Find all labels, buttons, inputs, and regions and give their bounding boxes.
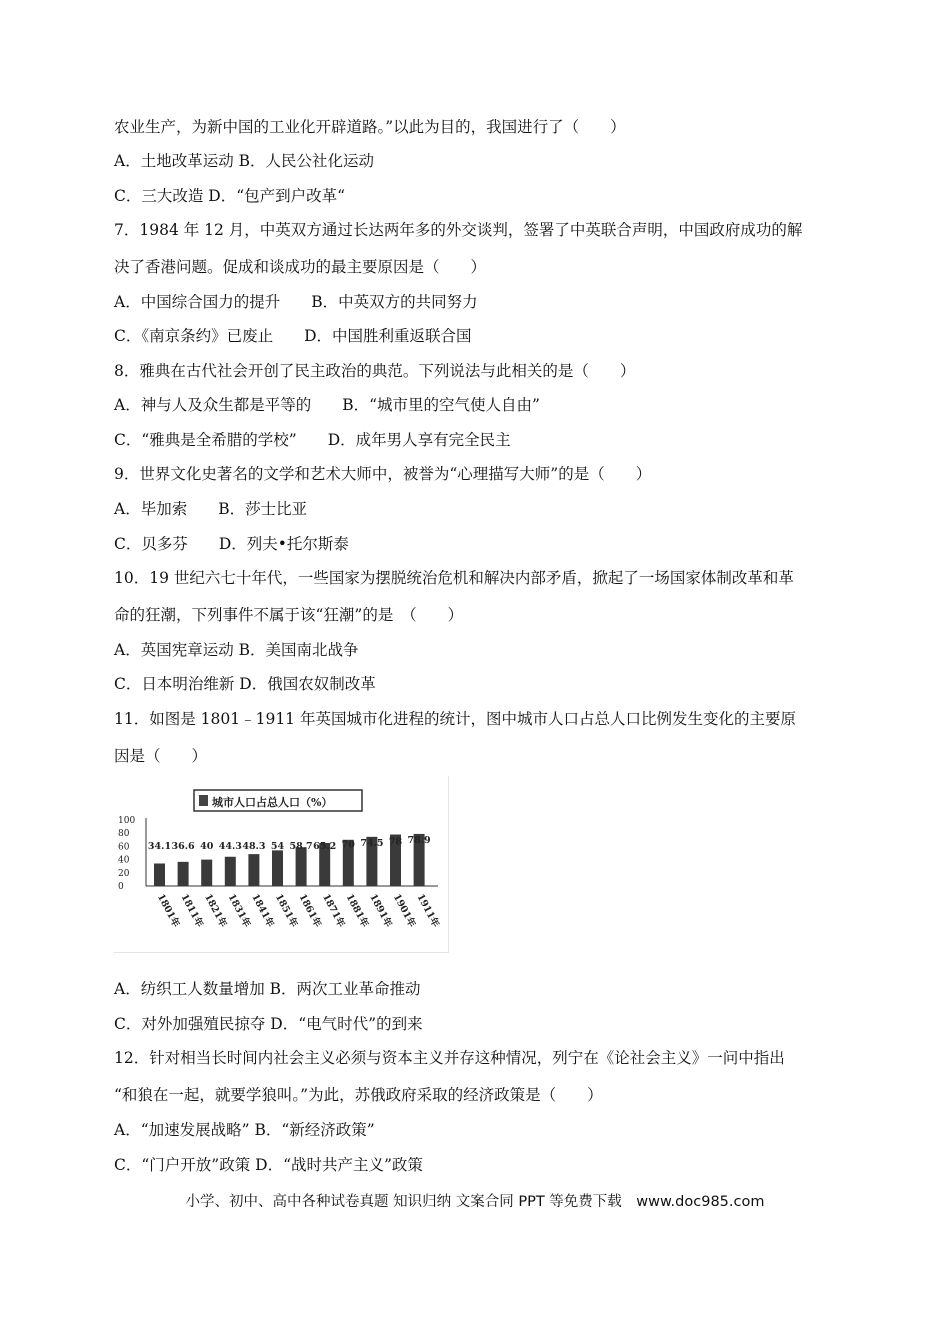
urbanization-chart-svg <box>114 776 448 952</box>
question-10-stem-line2: 命的狂潮，下列事件不属于该“狂潮”的是 （ ） <box>114 606 464 624</box>
question-11-stem-line1: 11．如图是 1801﹣1911 年英国城市化进程的统计，图中城市人口占总人口比例发生变化的主要原 <box>114 710 796 728</box>
q6-options-cd: C．三大改造 D．“包产到户改革“ <box>114 187 346 205</box>
chart-x-tick-label: 1901年 <box>390 892 418 930</box>
chart-value-label: 54 <box>270 841 285 852</box>
chart-value-label: 78 <box>388 836 403 848</box>
q7-options-ab: A．中国综合国力的提升 B．中英双方的共同努力 <box>114 293 478 311</box>
question-12-stem-line2: “和狼在一起，就要学狼叫。”为此，苏俄政府采取的经济政策是（ ） <box>114 1086 603 1104</box>
chart-bar <box>225 857 236 886</box>
chart-x-tick-label: 1811年 <box>178 892 206 930</box>
q9-options-ab: A．毕加索 B．莎士比亚 <box>114 500 308 518</box>
question-11-stem-line2: 因是（ ） <box>114 747 208 765</box>
chart-x-tick-label: 1881年 <box>343 892 371 930</box>
chart-y-tick-label: 0 <box>118 882 124 892</box>
q11-options-cd: C．对外加强殖民掠夺 D．“电气时代”的到来 <box>114 1015 423 1033</box>
chart-y-tick-label: 100 <box>118 816 136 826</box>
chart-title: 城市人口占总人口（%） <box>212 796 333 809</box>
chart-y-tick-label: 80 <box>118 829 130 840</box>
q7-options-cd: C．《南京条约》已废止 D．中国胜利重返联合国 <box>114 327 472 345</box>
chart-y-tick-label: 20 <box>118 868 130 879</box>
q12-options-cd: C．“门户开放”政策 D．“战时共产主义”政策 <box>114 1156 423 1174</box>
chart-x-tick-label: 1851年 <box>272 892 300 930</box>
chart-value-label: 40 <box>200 841 214 852</box>
chart-bar <box>272 850 283 886</box>
chart-bar <box>248 854 259 886</box>
chart-value-label: 34.1 <box>147 841 172 852</box>
chart-value-label: 78.9 <box>407 835 431 846</box>
q9-options-cd: C．贝多芬 D．列夫•托尔斯泰 <box>114 535 349 553</box>
chart-value-label: 65.2 <box>313 841 337 852</box>
q10-options-ab: A．英国宪章运动 B．美国南北战争 <box>114 641 359 659</box>
chart-x-tick-label: 1871年 <box>320 892 347 930</box>
chart-value-label: 58.7 <box>289 841 313 852</box>
chart-value-label: 36.6 <box>171 841 195 852</box>
chart-x-tick-label: 1911年 <box>414 892 442 930</box>
question-9-stem: 9．世界文化史著名的文学和艺术大师中，被誉为“心理描写大师”的是（ ） <box>114 465 652 483</box>
chart-value-label: 48.3 <box>242 841 266 852</box>
q10-options-cd: C．日本明治维新 D．俄国农奴制改革 <box>114 675 376 693</box>
chart-value-label: 74.5 <box>360 838 384 849</box>
chart-x-tick-label: 1841年 <box>249 892 276 930</box>
chart-bar <box>178 862 189 886</box>
chart-bar <box>154 863 165 886</box>
q8-options-cd: C．“雅典是全希腊的学校” D．成年男人享有完全民主 <box>114 431 511 449</box>
chart-value-label: 70 <box>341 839 355 851</box>
chart-y-tick-label: 60 <box>118 842 130 853</box>
question-7-stem-line1: 7．1984 年 12 月，中英双方通过长达两年多的外交谈判，签署了中英联合声明，中国政府成功的解 <box>114 221 803 239</box>
q12-options-ab: A．“加速发展战略” B．“新经济政策” <box>114 1121 375 1139</box>
chart-x-tick-label: 1801年 <box>154 892 182 930</box>
question-7-stem-line2: 决了香港问题。促成和谈成功的最主要原因是（ ） <box>114 258 487 276</box>
question-12-stem-line1: 12．针对相当长时间内社会主义必须与资本主义并存这种情况，列宁在《论社会主义》一问中指出 <box>114 1049 785 1067</box>
chart-y-tick-label: 40 <box>118 855 130 866</box>
footer-watermark: 小学、初中、高中各种试卷真题 知识归纳 文案合同 PPT 等免费下载 www.doc985.com <box>185 1194 765 1210</box>
chart-x-tick-label: 1861年 <box>296 892 324 930</box>
question-6-continuation: 农业生产，为新中国的工业化开辟道路。”以此为目的，我国进行了（ ） <box>114 118 626 136</box>
chart-value-label: 44.3 <box>218 841 242 852</box>
q6-options-ab: A．土地改革运动 B．人民公社化运动 <box>114 152 375 170</box>
q11-options-ab: A．纺织工人数量增加 B．两次工业革命推动 <box>114 980 421 998</box>
question-8-stem: 8．雅典在古代社会开创了民主政治的典范。下列说法与此相关的是（ ） <box>114 362 636 380</box>
q8-options-ab: A．神与人及众生都是平等的 B．“城市里的空气使人自由” <box>114 396 540 414</box>
chart-x-tick-label: 1821年 <box>202 892 229 930</box>
chart-x-tick-label: 1831年 <box>225 892 253 930</box>
chart-bar <box>201 860 212 886</box>
chart-x-tick-label: 1891年 <box>367 892 394 930</box>
chart-legend-swatch <box>199 795 208 806</box>
urbanization-chart <box>114 776 449 953</box>
question-10-stem-line1: 10．19 世纪六七十年代，一些国家为摆脱统治危机和解决内部矛盾，掀起了一场国家体制改革和革 <box>114 569 794 587</box>
chart-bar <box>296 847 307 886</box>
